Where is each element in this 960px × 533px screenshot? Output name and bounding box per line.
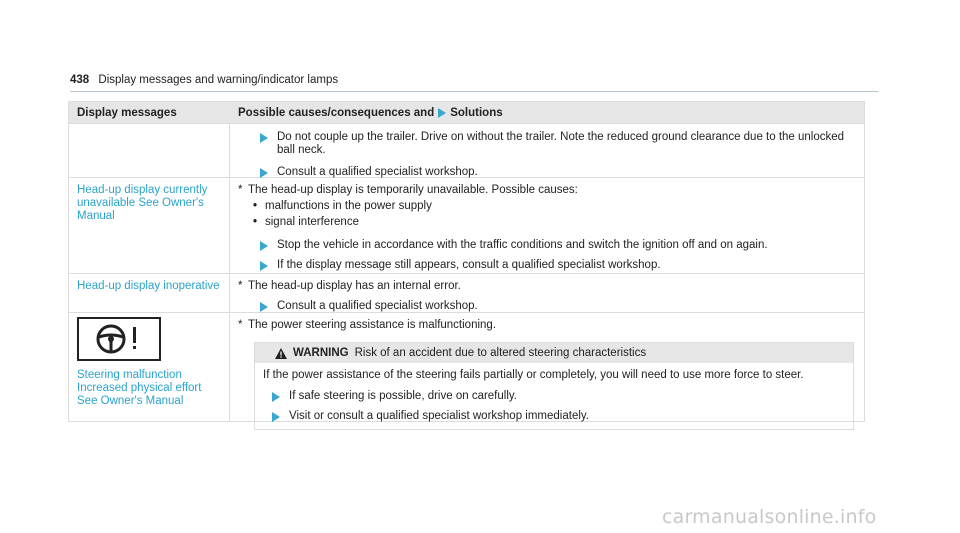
warning-header xyxy=(255,343,853,363)
solution-cell xyxy=(230,274,864,312)
steering-wheel-warning-icon xyxy=(77,317,161,361)
arrow-right-icon xyxy=(260,133,268,143)
arrow-right-icon xyxy=(272,412,280,422)
solution-step: Visit or consult a qualified specialist workshop immediately. xyxy=(263,410,845,423)
warning-text: If the power assistance of the steering fails partially or completely, you will need to use more force to steer. xyxy=(263,369,804,381)
arrow-right-icon xyxy=(260,241,268,251)
col-header-causes: Possible causes/consequences and Solutions xyxy=(238,106,503,119)
cause-text: * The head-up display is temporarily unavailable. Possible causes: xyxy=(238,184,578,196)
arrow-right-icon xyxy=(438,108,446,118)
arrow-right-icon xyxy=(260,168,268,178)
table-header xyxy=(69,102,864,123)
message-cell[interactable]: Head-up display currently unavailable See Owner's Manual xyxy=(69,178,230,273)
message-line[interactable]: Steering malfunction xyxy=(77,369,182,381)
solution-step: If safe steering is possible, drive on carefully. xyxy=(263,390,845,403)
arrow-right-icon xyxy=(272,392,280,402)
warning-label: WARNING xyxy=(293,346,349,359)
watermark: carmanualsonline.info xyxy=(662,506,877,528)
table-row xyxy=(69,123,864,177)
page-header-title: Display messages and warning/indicator lamps xyxy=(98,74,339,86)
solution-step: Consult a qualified specialist workshop. xyxy=(238,300,858,313)
solution-step: If the display message still appears, consult a qualified specialist workshop. xyxy=(238,259,858,272)
list-item: • malfunctions in the power supply xyxy=(253,200,432,212)
message-line[interactable]: See Owner's Manual xyxy=(77,395,184,407)
warning-triangle-icon xyxy=(275,348,287,359)
table-row xyxy=(69,312,864,421)
table-row xyxy=(69,177,864,273)
arrow-right-icon xyxy=(260,302,268,312)
solution-step: Stop the vehicle in accordance with the traffic conditions and switch the ignition off and on again. xyxy=(238,239,858,252)
solution-step: Consult a qualified specialist workshop. xyxy=(238,166,858,179)
message-cell xyxy=(69,313,230,421)
warning-box xyxy=(254,342,854,430)
warning-body xyxy=(255,363,853,429)
solution-cell xyxy=(230,124,864,177)
display-messages-table xyxy=(68,101,865,422)
page-header xyxy=(70,74,878,92)
message-cell[interactable]: Head-up display inoperative xyxy=(69,274,230,312)
table-row xyxy=(69,273,864,312)
solution-step: Do not couple up the trailer. Drive on without the trailer. Note the reduced ground clearance due to the unlocked ball neck. xyxy=(238,131,858,157)
cause-text: * The head-up display has an internal error. xyxy=(238,280,461,292)
list-item: • signal interference xyxy=(253,216,359,228)
message-cell xyxy=(69,124,230,177)
warning-title: Risk of an accident due to altered steering characteristics xyxy=(354,346,647,359)
cause-text: * The power steering assistance is malfunctioning. xyxy=(238,319,497,331)
solution-cell xyxy=(230,313,864,421)
arrow-right-icon xyxy=(260,261,268,271)
solution-cell xyxy=(230,178,864,273)
message-line[interactable]: Increased physical effort xyxy=(77,382,202,394)
page-number: 438 xyxy=(70,74,90,86)
col-header-display-messages: Display messages xyxy=(77,106,177,119)
